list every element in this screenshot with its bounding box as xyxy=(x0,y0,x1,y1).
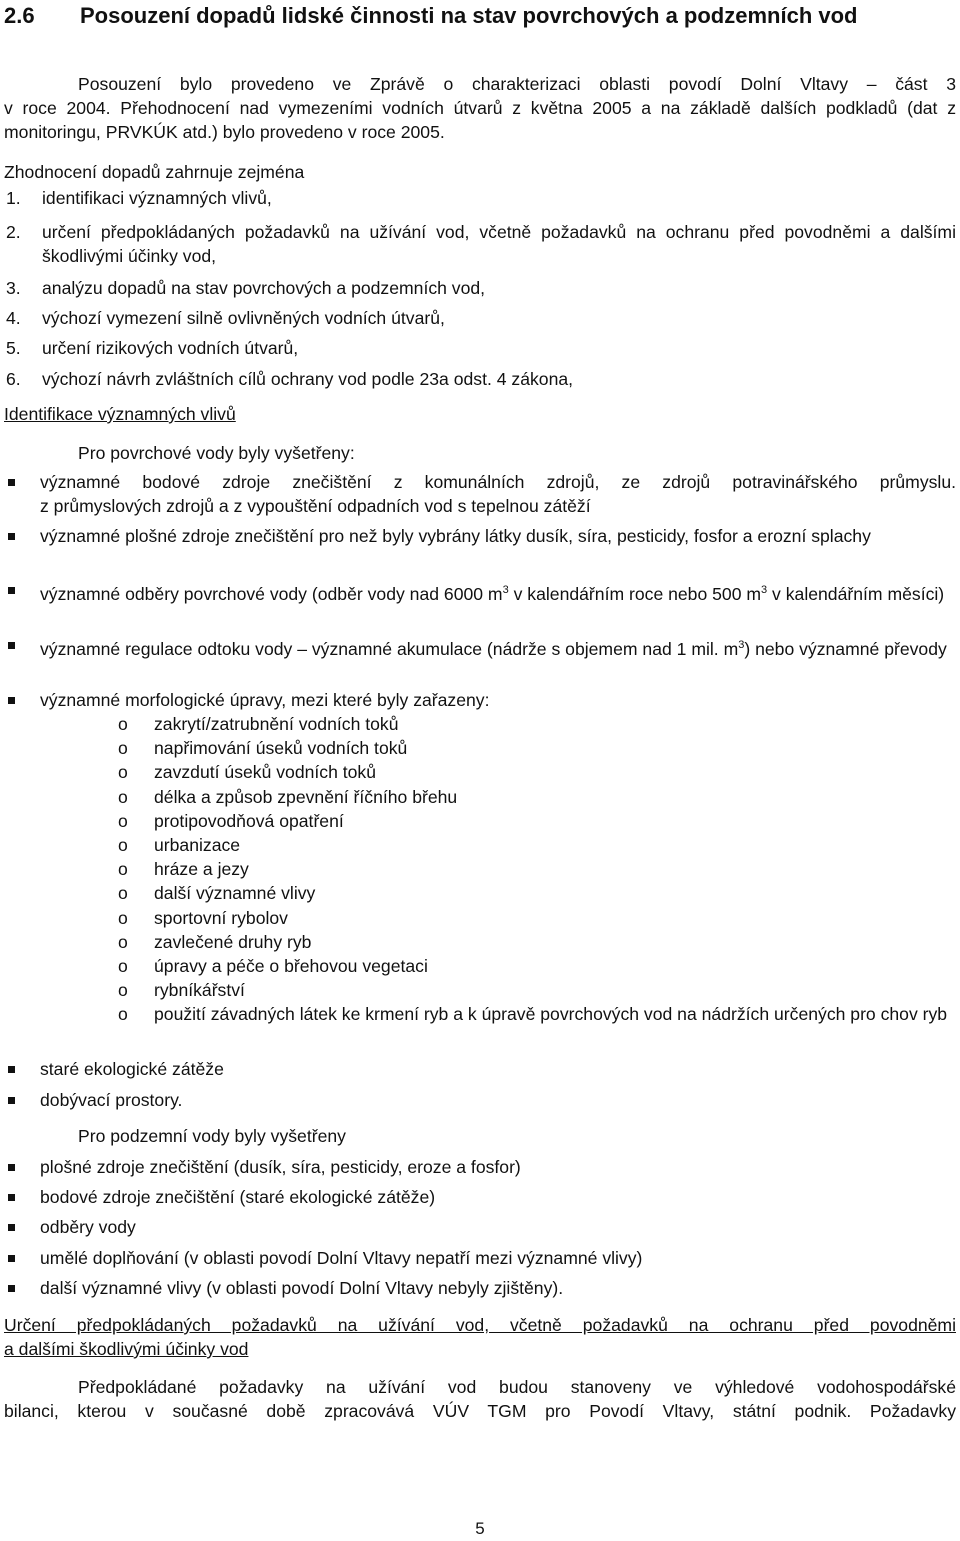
influences-heading: Identifikace významných vlivů xyxy=(4,404,236,424)
bullet-marker xyxy=(8,697,15,704)
demands-paragraph-second-line: bilanci, kterou v současné době zpracovává VÚV TGM pro Povodí Vltavy, státní podnik. Požadavky xyxy=(4,1401,956,1421)
bullet-marker xyxy=(8,1255,15,1262)
list-item: 5. určení rizikových vodních útvarů, xyxy=(6,338,299,358)
intro-paragraph: v roce 2004. Přehodnocení nad vymezeními vodních útvarů z května 2005 a na základě dalších podkladů (dat z monitoringu, PRVKÚK atd.) bylo provedeno v roce 2005. xyxy=(4,98,956,142)
list-item: 3. analýzu dopadů na stav povrchových a podzemních vod, xyxy=(6,278,486,298)
list-item: 2. určení předpokládaných požadavků na užívání vod, včetně požadavků na ochranu před povodněmi a dalšími škodlivými účinky vod, xyxy=(6,222,956,266)
intro-first-line: Posouzení bylo provedeno ve Zprávě o charakterizaci oblasti povodí Dolní Vltavy – část 3 xyxy=(78,74,956,94)
bullet-item: významné morfologické úpravy, mezi které byly zařazeny: xyxy=(6,688,956,712)
list-item: 4. výchozí vymezení silně ovlivněných vodních útvarů, xyxy=(6,308,445,328)
bullet-item: umělé doplňování (v oblasti povodí Dolní Vltavy nepatří mezi významné vlivy) xyxy=(6,1246,956,1270)
bullet-item: odběry vody xyxy=(6,1215,956,1239)
page-number: 5 xyxy=(475,1519,485,1538)
surface-lead: Pro povrchové vody byly vyšetřeny: xyxy=(78,443,355,463)
sub-item: o zavlečené druhy ryb xyxy=(118,932,312,952)
bullet-item: významné plošné zdroje znečištění pro než byly vybrány látky dusík, síra, pesticidy, fosfor a erozní splachy xyxy=(6,524,956,548)
sub-item: o úpravy a péče o břehovou vegetaci xyxy=(118,956,428,976)
bullet-marker xyxy=(8,533,15,540)
bullet-continuation: z průmyslových zdrojů a z vypouštění odpadních vod s tepelnou zátěží xyxy=(40,496,591,516)
list-item: 1. identifikaci významných vlivů, xyxy=(6,188,272,208)
bullet-item: další významné vlivy (v oblasti povodí Dolní Vltavy nebyly zjištěny). xyxy=(6,1276,956,1300)
sub-item: o hráze a jezy xyxy=(118,859,249,879)
bullet-item: významné odběry povrchové vody (odběr vody nad 6000 $m^3$ v kalendářním roce nebo 500 $m^3$ v kalendářním měsíci) xyxy=(6,578,956,606)
sub-item: o délka a způsob zpevnění říčního břehu xyxy=(118,787,458,807)
bullet-marker xyxy=(8,1164,15,1171)
bullet-marker xyxy=(8,1285,15,1292)
bullet-marker xyxy=(8,1194,15,1201)
bullet-marker xyxy=(8,587,15,594)
sub-item: o další významné vlivy xyxy=(118,883,316,903)
ground-lead: Pro podzemní vody byly vyšetřeny xyxy=(78,1126,346,1146)
sub-item: o napřimování úseků vodních toků xyxy=(118,738,408,758)
section-title: Posouzení dopadů lidské činnosti na stav povrchových a podzemních vod xyxy=(80,3,858,28)
sub-item: o protipovodňová opatření xyxy=(118,811,344,831)
sub-item: o sportovní rybolov xyxy=(118,908,288,928)
sub-item: o urbanizace xyxy=(118,835,241,855)
sub-item: o použití závadných látek ke krmení ryb a k úpravě povrchových vod na nádržích určených pro chov ryb xyxy=(118,1004,948,1024)
bullet-marker xyxy=(8,479,15,486)
demands-heading: Určení předpokládaných požadavků na užívání vod, včetně požadavků na ochranu před povodněmi xyxy=(4,1315,956,1335)
list-item: 6. výchozí návrh zvláštních cílů ochrany vod podle 23a odst. 4 zákona, xyxy=(6,369,574,389)
bullet-item: bodové zdroje znečištění (staré ekologické zátěže) xyxy=(6,1185,956,1209)
section-heading xyxy=(4,0,956,32)
bullet-marker xyxy=(8,1224,15,1231)
bullet-item: staré ekologické zátěže xyxy=(6,1057,956,1081)
demands-paragraph-first-line: Předpokládané požadavky na užívání vod budou stanoveny ve výhledové vodohospodářské xyxy=(78,1377,956,1397)
assessment-lead: Zhodnocení dopadů zahrnuje zejména xyxy=(4,162,305,182)
bullet-item: dobývací prostory. xyxy=(6,1088,956,1112)
bullet-item: plošné zdroje znečištění (dusík, síra, pesticidy, eroze a fosfor) xyxy=(6,1155,956,1179)
sub-item: o zakrytí/zatrubnění vodních toků xyxy=(118,714,399,734)
sub-item: o zavzdutí úseků vodních toků xyxy=(118,762,377,782)
sub-item: o rybníkářství xyxy=(118,980,245,1000)
bullet-marker xyxy=(8,1066,15,1073)
bullet-marker xyxy=(8,1097,15,1104)
section-number: 2.6 xyxy=(4,3,35,28)
bullet-item: významné bodové zdroje znečištění z komunálních zdrojů, ze zdrojů potravinářského průmyslu. xyxy=(6,470,956,494)
bullet-item: významné regulace odtoku vody – významné akumulace (nádrže s objemem nad 1 mil. $m^3$) nebo významné převody xyxy=(6,633,956,661)
demands-heading-cont: a dalšími škodlivými účinky vod xyxy=(4,1339,249,1359)
bullet-marker xyxy=(8,642,15,649)
